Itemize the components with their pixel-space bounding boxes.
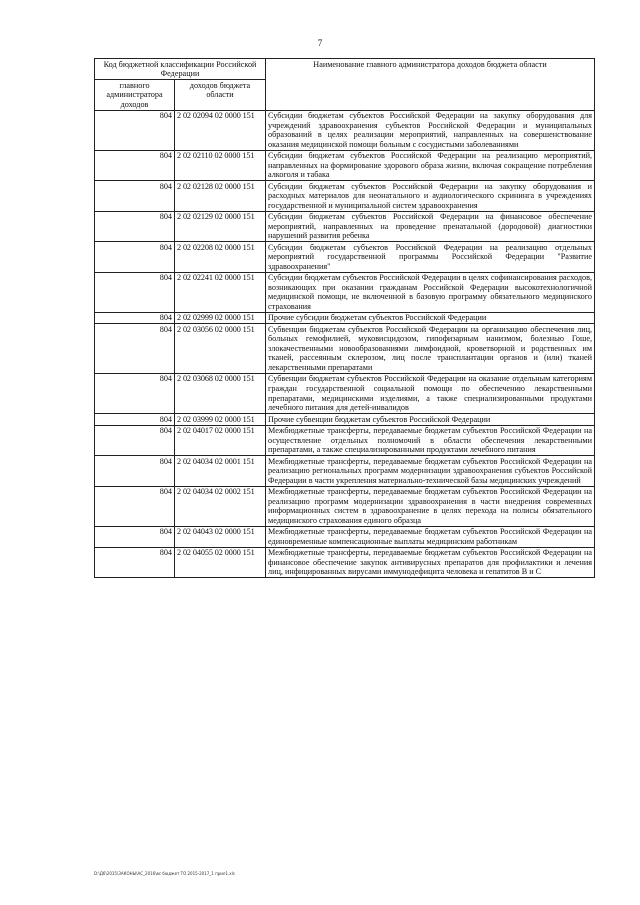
revenue-name-cell: Субвенции бюджетам субъектов Российской Федерации на организацию обеспечения лиц, больных гемофилией, муковисцидозом, гипофизарным нанизмом, болезнью Гоше, злокачественными новообразованиями лимфоидной, кроветворной и родственных им тканей, рассеянным склерозом, лиц после трансплантации органов и (или) тканей лекарственными препаратами <box>266 324 595 374</box>
header-budget-classification-code: Код бюджетной классификации Российской Федерации <box>95 59 266 80</box>
administrator-code-cell: 804 <box>95 425 175 456</box>
revenue-code-cell: 2 02 03999 02 0000 151 <box>175 414 266 426</box>
table-header-row <box>95 59 595 80</box>
revenue-name-cell: Субсидии бюджетам субъектов Российской Федерации в целях софинансирования расходов, возникающих при оказании гражданам Российской Федерации высокотехнологичной медицинской помощи, не включенной в базовую программу обязательного медицинского страхования <box>266 272 595 312</box>
administrator-code-cell: 804 <box>95 414 175 426</box>
table-row <box>95 324 595 374</box>
revenue-code-cell: 2 02 04017 02 0000 151 <box>175 425 266 456</box>
header-main-administrator: главного администратора доходов <box>95 80 175 111</box>
table-row <box>95 373 595 413</box>
revenue-name-cell: Межбюджетные трансферты, передаваемые бюджетам субъектов Российской Федерации на единовременные компенсационные выплаты медицинским работникам <box>266 526 595 547</box>
revenue-code-cell: 2 02 04034 02 0002 151 <box>175 486 266 526</box>
table-row <box>95 242 595 273</box>
administrator-code-cell: 804 <box>95 324 175 374</box>
revenue-code-cell: 2 02 02999 02 0000 151 <box>175 312 266 324</box>
revenue-code-cell: 2 02 04043 02 0000 151 <box>175 526 266 547</box>
revenue-name-cell: Прочие субсидии бюджетам субъектов Российской Федерации <box>266 312 595 324</box>
table-row <box>95 486 595 526</box>
table-row <box>95 181 595 212</box>
revenue-name-cell: Межбюджетные трансферты, передаваемые бюджетам субъектов Российской Федерации на реализацию программ модернизации здравоохранения в части внедрения современных информационных систем в здравоохранение в целях перехода на полисы обязательного медицинского страхования единого образца <box>266 486 595 526</box>
revenue-code-cell: 2 02 02094 02 0000 151 <box>175 110 266 150</box>
table-row <box>95 526 595 547</box>
table-row <box>95 312 595 324</box>
table-row <box>95 456 595 487</box>
table-row <box>95 150 595 181</box>
revenue-code-cell: 2 02 02110 02 0000 151 <box>175 150 266 181</box>
revenue-code-cell: 2 02 02129 02 0000 151 <box>175 211 266 242</box>
administrator-code-cell: 804 <box>95 547 175 578</box>
administrator-code-cell: 804 <box>95 211 175 242</box>
administrator-code-cell: 804 <box>95 486 175 526</box>
revenue-name-cell: Субсидии бюджетам субъектов Российской Федерации на реализацию отдельных мероприятий государственной программы Российской Федерации "Развитие здравоохранения" <box>266 242 595 273</box>
administrator-code-cell: 804 <box>95 110 175 150</box>
revenue-name-cell: Межбюджетные трансферты, передаваемые бюджетам субъектов Российской Федерации на осуществление отдельных полномочий в области обеспечения лекарственными препаратами, а также специализированными продуктами лечебного питания <box>266 425 595 456</box>
table-row <box>95 547 595 578</box>
administrator-code-cell: 804 <box>95 312 175 324</box>
administrator-code-cell: 804 <box>95 526 175 547</box>
administrator-code-cell: 804 <box>95 150 175 181</box>
page-number: 7 <box>317 38 323 48</box>
revenue-code-cell: 2 02 03056 02 0000 151 <box>175 324 266 374</box>
revenue-name-cell: Межбюджетные трансферты, передаваемые бюджетам субъектов Российской Федерации на реализацию региональных программ модернизации здравоохранения субъектов Российской Федерации в части укрепления материально-технической базы медицинских учреждений <box>266 456 595 487</box>
footer-file-path: D:\Д6\2015\ЗАКОНЫ\АС_2016\вс бюджет ТО 2015-2017_1 прил1.xls <box>94 871 235 876</box>
table-row <box>95 425 595 456</box>
revenue-code-cell: 2 02 02241 02 0000 151 <box>175 272 266 312</box>
budget-revenue-table <box>94 58 595 578</box>
table-row <box>95 272 595 312</box>
revenue-name-cell: Субсидии бюджетам субъектов Российской Федерации на закупку оборудования для учреждений здравоохранения субъектов Российской Федерации и муниципальных образований в целях реализации мероприятий, направленных на совершенствование оказания медицинской помощи больным с сосудистыми заболеваниями <box>266 110 595 150</box>
administrator-code-cell: 804 <box>95 181 175 212</box>
revenue-name-cell: Прочие субвенции бюджетам субъектов Российской Федерации <box>266 414 595 426</box>
revenue-name-cell: Межбюджетные трансферты, передаваемые бюджетам субъектов Российской Федерации на финансовое обеспечение закупок антивирусных препаратов для профилактики и лечения лиц, инфицированных вирусами иммунодефицита человека и гепатитов В и С <box>266 547 595 578</box>
table-row <box>95 414 595 426</box>
revenue-name-cell: Субсидии бюджетам субъектов Российской Федерации на финансовое обеспечение мероприятий, направленных на проведение пренатальной (дородовой) диагностики нарушений развития ребенка <box>266 211 595 242</box>
revenue-code-cell: 2 02 03068 02 0000 151 <box>175 373 266 413</box>
table-body <box>95 110 595 578</box>
table-row <box>95 211 595 242</box>
revenue-code-cell: 2 02 02208 02 0000 151 <box>175 242 266 273</box>
revenue-name-cell: Субсидии бюджетам субъектов Российской Федерации на закупку оборудования и расходных материалов для неонатального и аудиологического скрининга в учреждениях государственной и муниципальной систем здравоохранения <box>266 181 595 212</box>
revenue-code-cell: 2 02 02128 02 0000 151 <box>175 181 266 212</box>
header-administrator-name: Наименование главного администратора доходов бюджета области <box>266 59 595 111</box>
revenue-name-cell: Субсидии бюджетам субъектов Российской Федерации на реализацию мероприятий, направленных на формирование здорового образа жизни, включая сокращение потребления алкоголя и табака <box>266 150 595 181</box>
revenue-code-cell: 2 02 04034 02 0001 151 <box>175 456 266 487</box>
table-row <box>95 110 595 150</box>
header-revenue-code: доходов бюджета области <box>175 80 266 111</box>
administrator-code-cell: 804 <box>95 456 175 487</box>
revenue-name-cell: Субвенции бюджетам субъектов Российской Федерации на оказание отдельным категориям граждан государственной социальной помощи по обеспечению лекарственными препаратами, медицинскими изделиями, а также специализированными продуктами лечебного питания для детей-инвалидов <box>266 373 595 413</box>
revenue-code-cell: 2 02 04055 02 0000 151 <box>175 547 266 578</box>
administrator-code-cell: 804 <box>95 242 175 273</box>
administrator-code-cell: 804 <box>95 373 175 413</box>
administrator-code-cell: 804 <box>95 272 175 312</box>
